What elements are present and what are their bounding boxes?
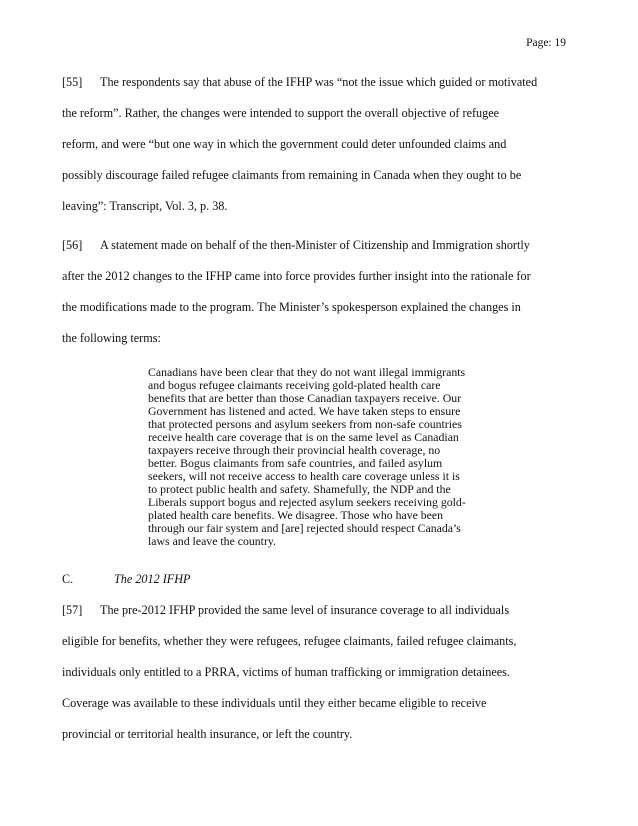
paragraph-line: [55] The respondents say that abuse of the IFHP was “not the issue which guided or motivated (62, 75, 538, 89)
paragraph-line: Coverage was available to these individuals until they either became eligible to receive (62, 696, 487, 710)
quote-line: through our fair system and [are] rejected should respect Canada’s (148, 521, 461, 535)
quote-line: Canadians have been clear that they do not want illegal immigrants (148, 365, 466, 379)
quote-line: Government has listened and acted. We have taken steps to ensure (148, 404, 461, 418)
page-number: Page: 19 (526, 37, 566, 49)
quote-line: receive health care coverage that is on the same level as Canadian (148, 430, 459, 444)
paragraph-number: [57] (62, 603, 83, 617)
paragraph-line: eligible for benefits, whether they were refugees, refugee claimants, failed refugee claimants, (62, 634, 517, 648)
paragraph-line: [56] A statement made on behalf of the then-Minister of Citizenship and Immigration shortly (62, 238, 530, 252)
paragraph-number: [56] (62, 238, 83, 252)
paragraph-line: provincial or territorial health insurance, or left the country. (62, 727, 353, 741)
quote-line: that protected persons and asylum seekers from non-safe countries (148, 417, 462, 431)
paragraph-line: the reform”. Rather, the changes were intended to support the overall objective of refugee (62, 106, 500, 120)
quote-line: taxpayers receive through their provincial health coverage, no (148, 443, 441, 457)
quote-line: laws and leave the country. (148, 534, 276, 548)
quote-line: to protect public health and safety. Shamefully, the NDP and the (148, 482, 451, 496)
paragraph-line: the following terms: (62, 331, 161, 345)
quote-line: benefits that are better than those Canadian taxpayers receive. Our (148, 391, 462, 405)
paragraph-line: [57] The pre-2012 IFHP provided the same level of insurance coverage to all individuals (62, 603, 510, 617)
quote-line: seekers, will not receive access to health care coverage unless it is (148, 469, 460, 483)
paragraph-number: [55] (62, 75, 83, 89)
quote-line: plated health care benefits. We disagree. Those who have been (148, 508, 444, 522)
section-title: The 2012 IFHP (114, 572, 191, 586)
quote-line: better. Bogus claimants from safe countries, and failed asylum (148, 456, 443, 470)
paragraph-line: leaving”: Transcript, Vol. 3, p. 38. (62, 199, 228, 213)
paragraph-line: individuals only entitled to a PRRA, victims of human trafficking or immigration detainees. (62, 665, 510, 679)
paragraph-line: reform, and were “but one way in which the government could deter unfounded claims and (62, 137, 507, 151)
section-letter: C. (62, 572, 74, 586)
paragraph-line: the modifications made to the program. The Minister’s spokesperson explained the changes in (62, 300, 521, 314)
section-heading (62, 572, 572, 586)
paragraph-line: after the 2012 changes to the IFHP came into force provides further insight into the rationale for (62, 269, 531, 283)
paragraph-line: possibly discourage failed refugee claimants from remaining in Canada when they ought to be (62, 168, 522, 182)
quote-line: and bogus refugee claimants receiving gold-plated health care (148, 378, 441, 392)
quote-line: Liberals support bogus and rejected asylum seekers receiving gold- (148, 495, 466, 509)
